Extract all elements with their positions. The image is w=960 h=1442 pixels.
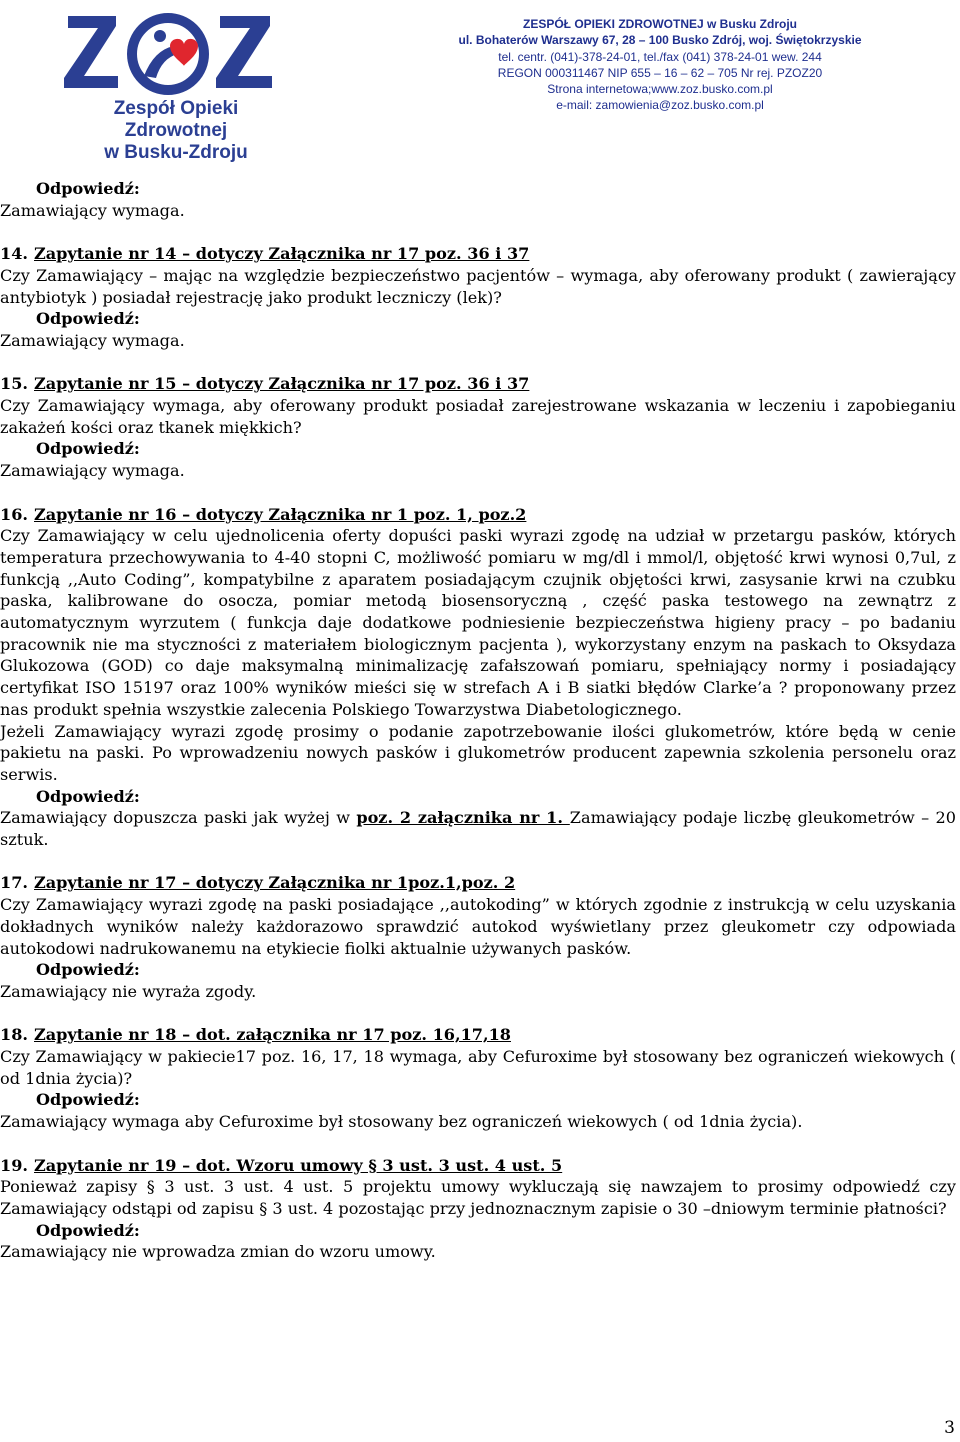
question-16-heading: 16. Zapytanie nr 16 – dotyczy Załącznika nr 1 poz. 1, poz.2 xyxy=(0,504,527,524)
answer-reference: poz. 2 załącznika nr 1. xyxy=(356,808,570,828)
question-17-text: Czy Zamawiający wyrazi zgodę na paski posiadające ,,autokoding” w których zgodnie z instrukcją w celu uzyskania dokładnych wyników należy każdorazowo sprawdzić autokod wyświetlany przez gleukometr czy odpowiada autokodowi nadrukowanemu na etykiecie fiolki aktualnie używanych pasków. xyxy=(0,895,956,958)
question-19-text: Ponieważ zapisy § 3 ust. 3 ust. 4 ust. 5 projektu umowy wykluczają się nawzajem to prosimy odpowiedź czy Zamawiający odstąpi od zapisu § 3 ust. 4 pozostając przy jednoznacznym zapisie o 30 –dniowym terminie płatności? xyxy=(0,1177,956,1218)
org-regon: REGON 000311467 NIP 655 – 16 – 62 – 705 Nr rej. PZOZ20 xyxy=(497,65,823,80)
question-16-text-2: Jeżeli Zamawiający wyrazi zgodę prosimy o podanie zapotrzebowanie ilości glukometrów, które będą w cenie pakietu na paski. Po wprowadzeniu nowych pasków i glukometrów producent zapewnia szkolenia personelu oraz serwis. xyxy=(0,721,956,784)
answer-label: Odpowiedź: xyxy=(36,786,140,806)
question-18-heading: 18. Zapytanie nr 18 – dot. załącznika nr 17 poz. 16,17,18 xyxy=(0,1025,511,1045)
question-19-answer: Zamawiający nie wprowadza zmian do wzoru umowy. xyxy=(0,1242,436,1262)
zoz-logo-mark xyxy=(58,6,288,101)
org-name: ZESPÓŁ OPIEKI ZDROWOTNEJ w Busku Zdroju xyxy=(522,17,797,31)
question-15-title: Zapytanie nr 15 – dotyczy Załącznika nr 17 poz. 36 i 37 xyxy=(34,374,530,394)
contact-block xyxy=(410,16,910,114)
question-19-heading: 19. Zapytanie nr 19 – dot. Wzoru umowy § 3 ust. 3 ust. 4 ust. 5 xyxy=(0,1155,563,1175)
question-15-heading: 15. Zapytanie nr 15 – dotyczy Załącznika nr 17 poz. 36 i 37 xyxy=(0,374,530,394)
page-number: 3 xyxy=(944,1418,955,1438)
org-website[interactable]: Strona internetowa;www.zoz.busko.com.pl xyxy=(547,82,773,97)
question-15-answer: Zamawiający wymaga. xyxy=(0,461,185,481)
logo-line-2: w Busku-Zdroju xyxy=(104,142,248,163)
org-phone: tel. centr. (041)-378-24-01, tel./fax (041) 378-24-01 wew. 244 xyxy=(498,49,822,64)
question-16-title: Zapytanie nr 16 – dotyczy Załącznika nr 1 poz. 1, poz.2 xyxy=(34,504,527,524)
answer-label: Odpowiedź: xyxy=(36,179,140,198)
question-14-text: Czy Zamawiający – mając na względzie bezpieczeństwo pacjentów – wymaga, aby oferowany produkt ( zawierający antybiotyk ) posiadał rejestrację jako produkt leczniczy (lek)? xyxy=(0,265,956,307)
letterhead xyxy=(0,0,960,163)
question-14-answer: Zamawiający wymaga. xyxy=(0,330,185,350)
question-16-answer: Zamawiający dopuszcza paski jak wyżej w poz. 2 załącznika nr 1. Zamawiający podaje liczbę gleukometrów – 20 sztuk. xyxy=(0,808,956,850)
question-16-text-1: Czy Zamawiający w celu ujednolicenia oferty dopuści paski wyrazi zgodę na udział w przetargu pasków, których temperatura przechowywania to 4-40 stopni C, możliwość pomiaru w mg/dl i mmol/l, objętość krwi wynosi 0,7ul, z funkcją ,,Auto Coding”, kompatybilne z aparatem posiadającym czujnik objętości krwi, zasysanie krwi na czubku paska, kalibrowane do osocza, pomiar metodą biosensoryczną , część paska testowego na zewnątrz z automatycznym wyrzutem ( funkcja daje dodatkowe podniesienie bezpieczeństwa higieny pracy – po badaniu pracownik nie ma styczności z materiałem biologicznym pacjenta ), wykorzystany enzym na paskach to Oksydaza Glukozowa (GOD) co daje maksymalną minimalizację zafałszowań pomiaru, spełniający normy i posiadający certyfikat ISO 15197 oraz 100% wyników mieści się w strefach A i B siatki błędów Clarke’a ? proponowany przez nas produkt spełnia wszystkie zalecenia Polskiego Towarzystwa Diabetologicznego. xyxy=(0,526,956,719)
answer-label: Odpowiedź: xyxy=(36,960,140,980)
zoz-logo xyxy=(58,6,288,163)
answer-label: Odpowiedź: xyxy=(36,439,140,459)
question-18-title: Zapytanie nr 18 – dot. załącznika nr 17 poz. 16,17,18 xyxy=(34,1025,511,1045)
logo-line-1: Zespół Opieki Zdrowotnej xyxy=(113,98,239,141)
org-address: ul. Bohaterów Warszawy 67, 28 – 100 Busko Zdrój, woj. Świętokrzyskie xyxy=(458,33,862,48)
answer-label: Odpowiedź: xyxy=(36,1090,140,1110)
question-17-title: Zapytanie nr 17 – dotyczy Załącznika nr 1poz.1,poz. 2 xyxy=(34,873,516,893)
question-14-title: Zapytanie nr 14 – dotyczy Załącznika nr 17 poz. 36 i 37 xyxy=(34,244,530,264)
question-15-text: Czy Zamawiający wymaga, aby oferowany produkt posiadał zarejestrowane wskazania w leczeniu i zapobieganiu zakażeń kości oraz tkanek miękkich? xyxy=(0,396,956,437)
question-17-answer: Zamawiający nie wyraża zgody. xyxy=(0,981,257,1001)
answer-label: Odpowiedź: xyxy=(36,309,140,329)
question-14-heading: 14. Zapytanie nr 14 – dotyczy Załącznika nr 17 poz. 36 i 37 xyxy=(0,244,530,264)
document-body xyxy=(0,178,956,1263)
answer-label: Odpowiedź: xyxy=(36,1220,140,1240)
logo-caption xyxy=(66,98,286,164)
question-18-text: Czy Zamawiający w pakiecie17 poz. 16, 17, 18 wymaga, aby Cefuroxime był stosowany bez ograniczeń wiekowych ( od 1dnia życia)? xyxy=(0,1047,956,1088)
answer-text: Zamawiający wymaga. xyxy=(0,200,185,220)
question-17-heading: 17. Zapytanie nr 17 – dotyczy Załącznika nr 1poz.1,poz. 2 xyxy=(0,873,516,893)
question-18-answer: Zamawiający wymaga aby Cefuroxime był stosowany bez ograniczeń wiekowych ( od 1dnia życia). xyxy=(0,1112,803,1132)
question-19-title: Zapytanie nr 19 – dot. Wzoru umowy § 3 ust. 3 ust. 4 ust. 5 xyxy=(34,1155,563,1175)
org-email[interactable]: e-mail: zamowienia@zoz.busko.com.pl xyxy=(556,98,764,113)
